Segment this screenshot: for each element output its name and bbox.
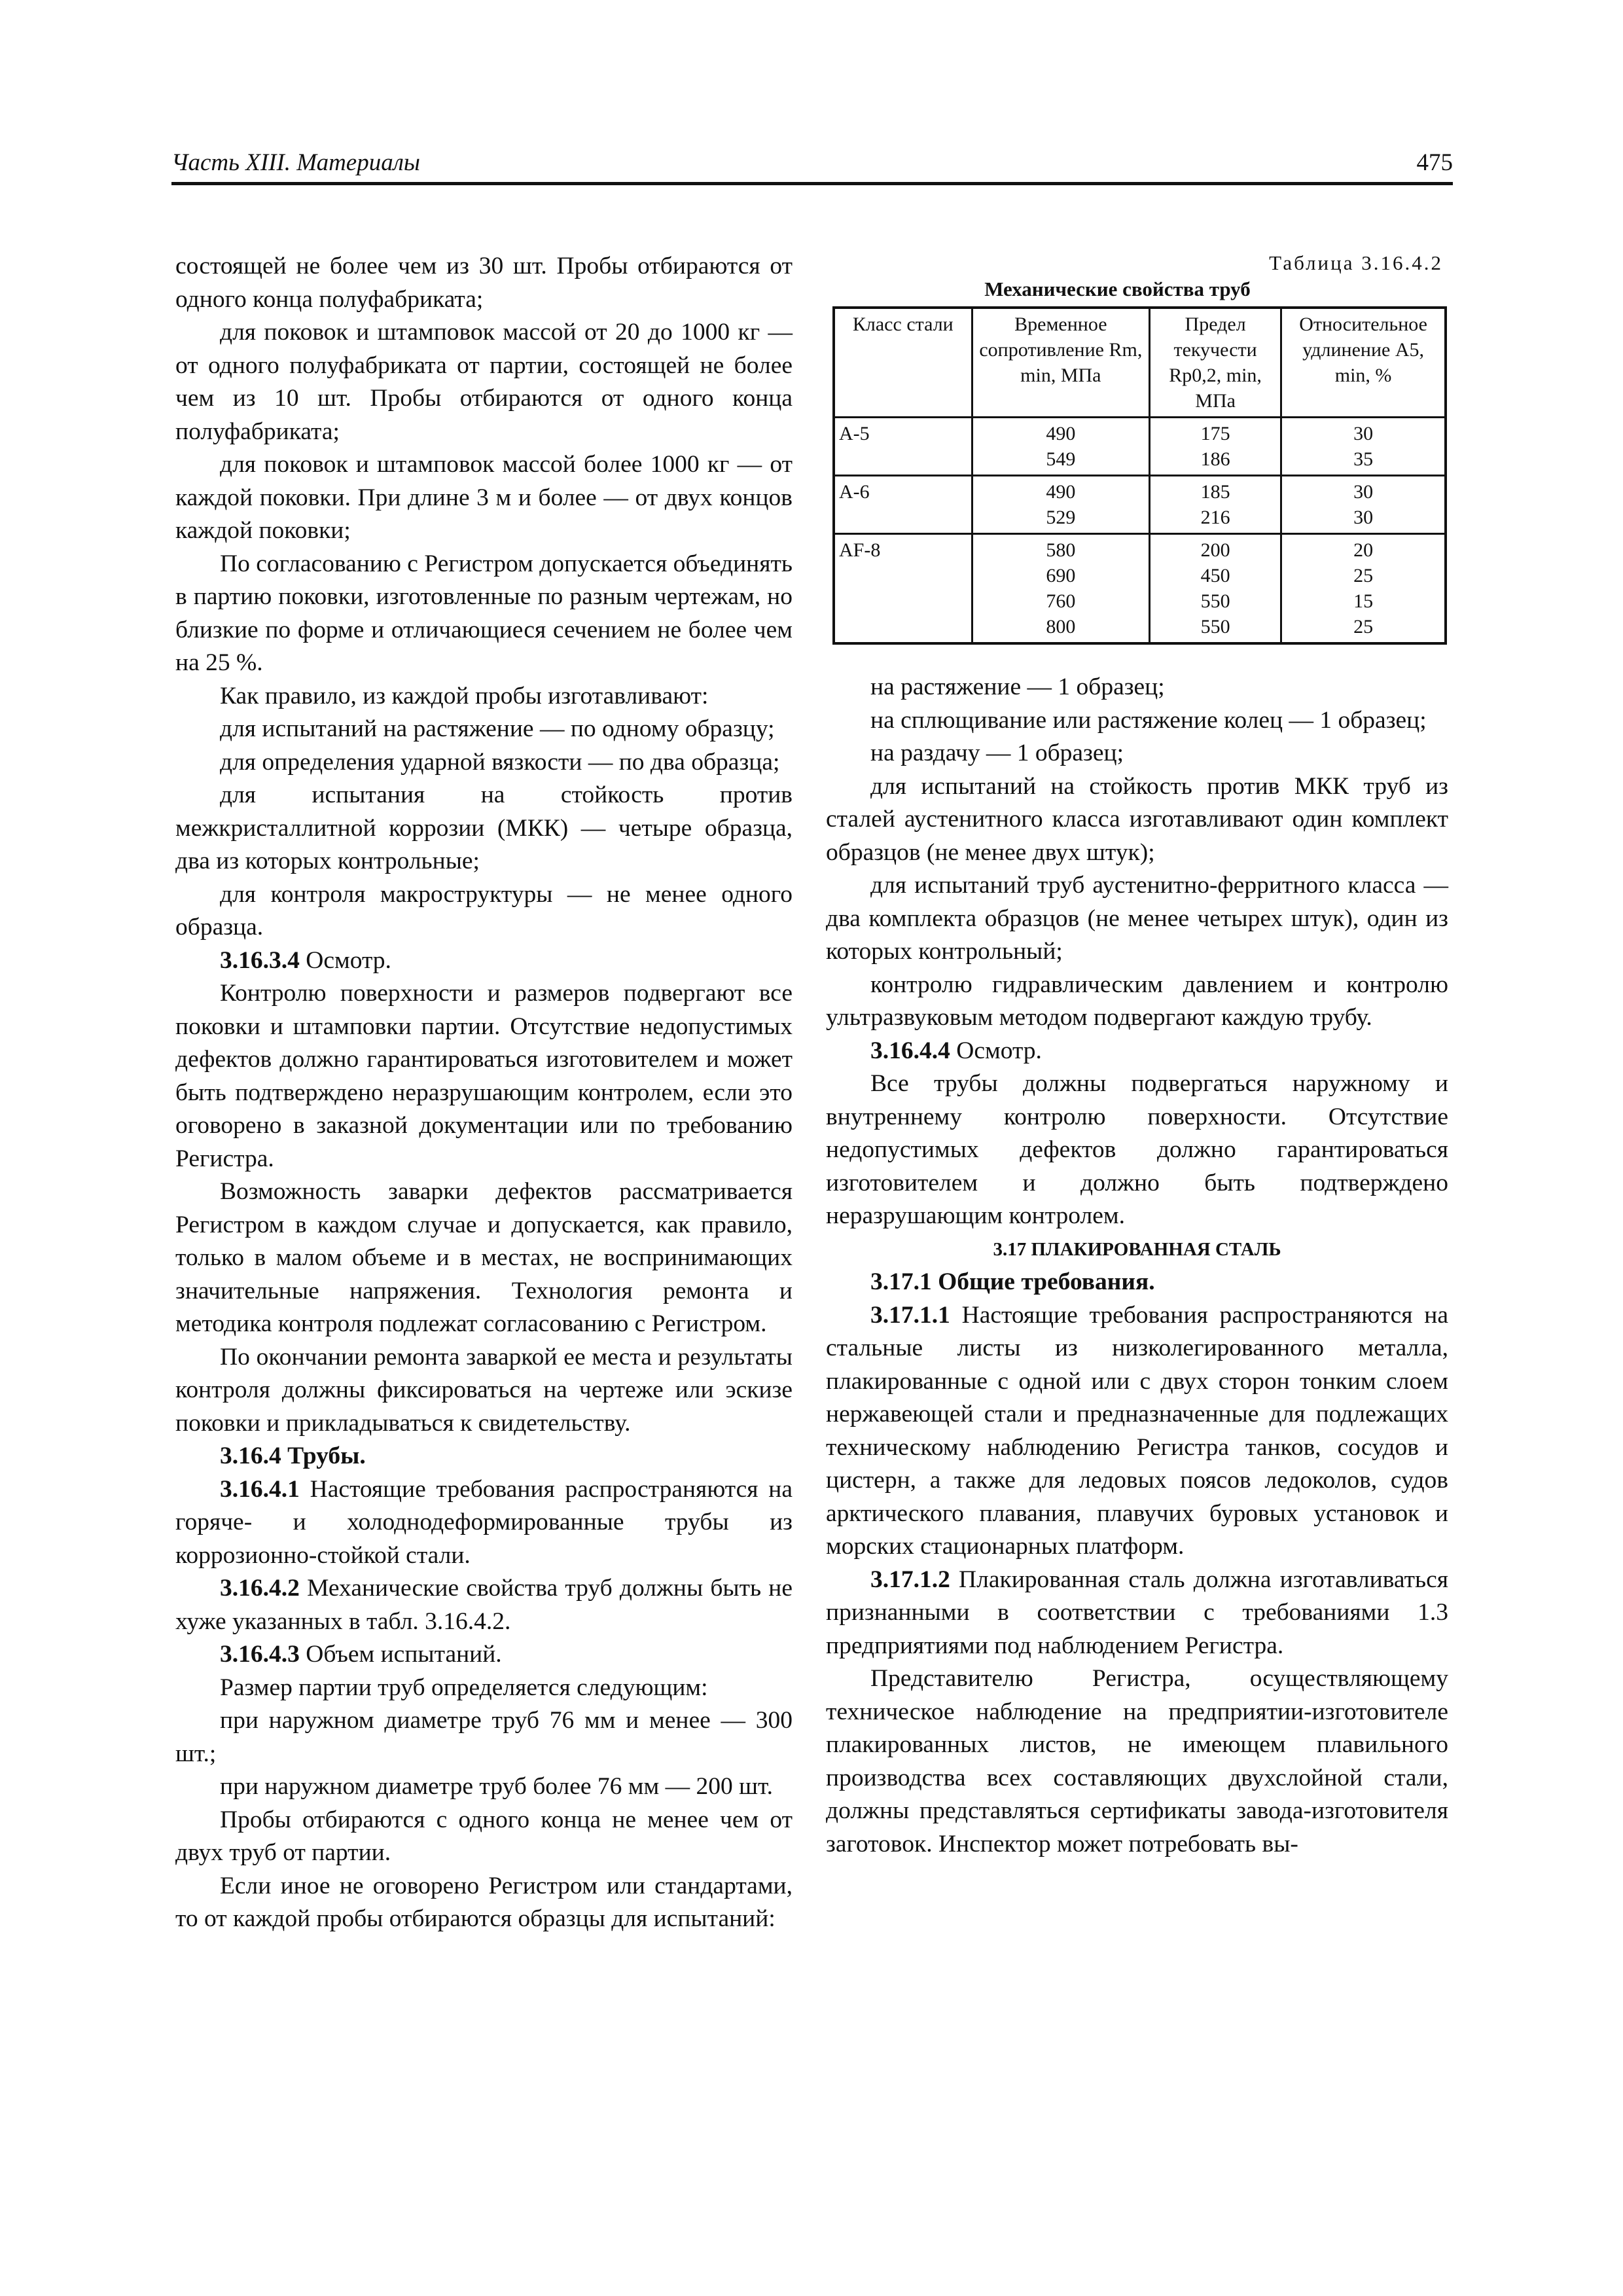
table-row (834, 476, 1446, 534)
paragraph-text: Объем испытаний. (299, 1641, 502, 1668)
paragraph (826, 1299, 1448, 1564)
section-title: Часть XIII. Материалы (171, 149, 420, 176)
paragraph (826, 1662, 1448, 1861)
paragraph-text: для испытаний труб аустенитно-ферритного класса — два комплекта образцов (не менее четырех штук), один из которых контрольный; (826, 872, 1448, 965)
paragraph-text: при наружном диаметре труб 76 мм и менее — 300 шт.; (175, 1707, 793, 1767)
paragraph-text: Контролю поверхности и размеров подвергают все поковки и штамповки партии. Отсутствие недопустимых дефектов должно гарантироваться изготовителем и может быть подтверждено неразрушающим контролем, если это оговорено в заказной документации или по требованию Регистра. (175, 980, 793, 1172)
rp-cell (1150, 476, 1281, 534)
paragraph-text: для испытаний на стойкость против МКК труб из сталей аустенитного класса изготавливают один комплект образцов (не менее двух штук); (826, 772, 1448, 866)
paragraph (175, 977, 793, 1175)
table-value: 529 (1046, 507, 1076, 528)
table-value: 30 (1353, 423, 1374, 444)
clause-number: 3.17.1.1 (870, 1301, 950, 1329)
a5-cell (1281, 534, 1446, 644)
rm-cell (972, 534, 1149, 644)
paragraph (826, 704, 1448, 738)
paragraph-text: контролю гидравлическим давлением и контролю ультразвуковым методом подвергают каждую трубу. (826, 971, 1448, 1031)
header-text: Временное сопротивление Rm, min, МПа (979, 314, 1143, 386)
paragraph-text: Механические свойства труб должны быть не хуже указанных в табл. 3.16.4.2. (175, 1575, 793, 1635)
table-value: 690 (1046, 565, 1076, 586)
paragraph-text: состоящей не более чем из 30 шт. Пробы отбираются от одного конца полуфабриката; (175, 253, 793, 313)
paragraph-text: Если иное не оговорено Регистром или стандартами, то от каждой пробы отбираются образцы для испытаний: (175, 1872, 793, 1932)
paragraph (175, 713, 793, 746)
table-row (834, 534, 1446, 644)
paragraph-text: Осмотр. (950, 1037, 1042, 1064)
paragraph (826, 1067, 1448, 1233)
header-tensile-strength (972, 308, 1149, 418)
table-value: 175 (1200, 423, 1230, 444)
table-value: 30 (1353, 481, 1374, 503)
table-value: 25 (1353, 565, 1374, 586)
table-value: 25 (1353, 616, 1374, 637)
paragraph-text: Настоящие требования распространяются на стальные листы из низколегированного металла, плакированные с одной или с двух сторон тонким слоем нержавеющей стали и предназначенные для подлежащих техническому наблюдению Регистра танков, сосудов и цистерн, а также для ледовых поясов ледоколов, судов арктического плавания, плавучих буровых установок и морских стационарных платформ. (826, 1301, 1448, 1560)
rp-cell (1150, 418, 1281, 476)
paragraph-text: Плакированная сталь должна изготавливаться признанными в соответствии с требованиями 1.3 предприятиями под наблюдением Регистра. (826, 1566, 1448, 1659)
header-elongation (1281, 308, 1446, 418)
paragraph (826, 671, 1448, 704)
paragraph (175, 1804, 793, 1870)
paragraph (175, 746, 793, 780)
paragraph-text: По согласованию с Регистром допускается объединять в партию поковки, изготовленные по разным чертежам, но близкие по форме и отличающиеся сечением не более чем на 25 %. (175, 550, 793, 676)
clause-number: 3.17.1 Общие требования. (870, 1268, 1155, 1295)
paragraph-text: Пробы отбираются с одного конца не менее чем от двух труб от партии. (175, 1806, 793, 1866)
paragraph (175, 316, 793, 448)
paragraph-text: для поковок и штамповок массой от 20 до 1000 кг — от одного полуфабриката от партии, состоящей не более чем из 10 шт. Пробы отбираются от одного конца полуфабриката; (175, 319, 793, 445)
paragraph (175, 779, 793, 878)
right-column (826, 250, 1448, 1861)
table-value: 760 (1046, 590, 1076, 612)
clause-number: 3.17.1.2 (870, 1566, 950, 1593)
table-row (834, 418, 1446, 476)
table-value: 550 (1200, 616, 1230, 637)
paragraph (175, 944, 793, 978)
table-value: 35 (1353, 448, 1374, 470)
paragraph-text: Как правило, из каждой пробы изготавливают: (220, 682, 709, 709)
paragraph (826, 770, 1448, 870)
table-value: 216 (1200, 507, 1230, 528)
header-steel-class (834, 308, 972, 418)
paragraph (175, 1870, 793, 1936)
clause-number: 3.16.4.1 (220, 1475, 300, 1503)
paragraph (826, 969, 1448, 1035)
paragraph-text: для поковок и штамповок массой более 1000 кг — от каждой поковки. При длине 3 м и более — от двух концов каждой поковки; (175, 451, 793, 544)
paragraph (175, 1473, 793, 1573)
rm-cell (972, 476, 1149, 534)
left-column (175, 250, 793, 1936)
table-value: 15 (1353, 590, 1374, 612)
paragraph (175, 1572, 793, 1638)
paragraph (175, 680, 793, 713)
paragraph (175, 1175, 793, 1341)
clause-number: 3.16.4.4 (870, 1037, 950, 1064)
paragraph (175, 1638, 793, 1672)
table-value: 800 (1046, 616, 1076, 637)
table-value: 490 (1046, 423, 1076, 444)
paragraph-text: По окончании ремонта заваркой ее места и результаты контроля должны фиксироваться на чертеже или эскизе поковки и прикладываться к свидетельству. (175, 1343, 793, 1437)
table-header-row (834, 308, 1446, 418)
steel-class-cell: A-6 (834, 476, 972, 534)
a5-cell (1281, 476, 1446, 534)
table-value: 186 (1200, 448, 1230, 470)
paragraph-text: Размер партии труб определяется следующим: (220, 1674, 708, 1701)
clause-number: 3.16.4.3 (220, 1641, 300, 1668)
paragraph-text: для определения ударной вязкости — по два образца; (220, 748, 780, 776)
paragraph (826, 1035, 1448, 1068)
paragraph-text: для испытаний на растяжение — по одному образцу; (220, 715, 775, 742)
paragraph (175, 1440, 793, 1473)
rm-cell (972, 418, 1149, 476)
table-value: 20 (1353, 539, 1374, 561)
table-value: 549 (1046, 448, 1076, 470)
paragraph-text: при наружном диаметре труб более 76 мм — 200 шт. (220, 1773, 773, 1800)
table-value: 550 (1200, 590, 1230, 612)
table-title: Механические свойства труб (984, 278, 1251, 300)
table-value: 185 (1200, 481, 1230, 503)
paragraph (826, 869, 1448, 969)
section-heading: 3.17 ПЛАКИРОВАННАЯ СТАЛЬ (993, 1238, 1281, 1260)
paragraph (175, 1770, 793, 1804)
clause-number: 3.16.3.4 (220, 946, 300, 974)
a5-cell (1281, 418, 1446, 476)
paragraph (175, 448, 793, 548)
table-block (826, 250, 1448, 645)
table-label: Таблица 3.16.4.2 (1269, 251, 1443, 274)
table-value: 490 (1046, 481, 1076, 503)
paragraph-text: для контроля макроструктуры — не менее одного образца. (175, 880, 793, 941)
steel-class-cell: A-5 (834, 418, 972, 476)
steel-class-cell: AF-8 (834, 534, 972, 644)
header-text: Класс стали (852, 314, 954, 335)
paragraph (175, 878, 793, 944)
paragraph-text: на раздачу — 1 образец; (870, 740, 1124, 766)
paragraph-text: Возможность заварки дефектов рассматривается Регистром в каждом случае и допускается, как правило, только в малом объеме и в местах, не воспринимающих значительные напряжения. Технология ремонта и методика контроля подлежат согласованию с Регистром. (175, 1178, 793, 1337)
paragraph (175, 1341, 793, 1441)
paragraph-text: на растяжение — 1 образец; (870, 673, 1165, 700)
paragraph (826, 1564, 1448, 1663)
table-value: 450 (1200, 565, 1230, 586)
paragraph (175, 250, 793, 316)
header-text: Относительное удлинение A5, min, % (1299, 314, 1427, 386)
clause-number: 3.16.4 Трубы. (220, 1443, 366, 1469)
table-value: 580 (1046, 539, 1076, 561)
clause-number: 3.16.4.2 (220, 1575, 300, 1602)
paragraph (175, 548, 793, 680)
table-value: 200 (1200, 539, 1230, 561)
paragraph-text: Осмотр. (299, 946, 391, 974)
header-yield-strength (1150, 308, 1281, 418)
paragraph (175, 1704, 793, 1770)
paragraph (826, 737, 1448, 770)
paragraph-text: для испытания на стойкость против межкристаллитной коррозии (МКК) — четыре образца, два из которых контрольные; (175, 781, 793, 874)
paragraph (175, 1672, 793, 1705)
page-number: 475 (1416, 149, 1453, 176)
rp-cell (1150, 534, 1281, 644)
mechanical-properties-table (832, 306, 1447, 645)
header-text: Предел текучести Rp0,2, min, МПа (1169, 314, 1262, 412)
page-header (171, 143, 1453, 185)
paragraph-text: на сплющивание или растяжение колец — 1 образец; (870, 706, 1427, 734)
paragraph-text: Представителю Регистра, осуществляющему техническое наблюдение на предприятии-изготовителе плакированных листов, не имеющем плавильного производства всех составляющих двухслойной стали, должны представляться сертификаты завода-изготовителя заготовок. Инспектор может потребовать вы- (826, 1665, 1448, 1857)
paragraph-text: Все трубы должны подвергаться наружному и внутреннему контролю поверхности. Отсутствие недопустимых дефектов должно гарантироваться изготовителем и должно быть подтверждено неразрушающим контролем. (826, 1070, 1448, 1229)
paragraph-text: Настоящие требования распространяются на горяче- и холоднодеформированные трубы из коррозионно-стойкой стали. (175, 1475, 793, 1569)
paragraph (826, 1266, 1448, 1299)
table-value: 30 (1353, 507, 1374, 528)
